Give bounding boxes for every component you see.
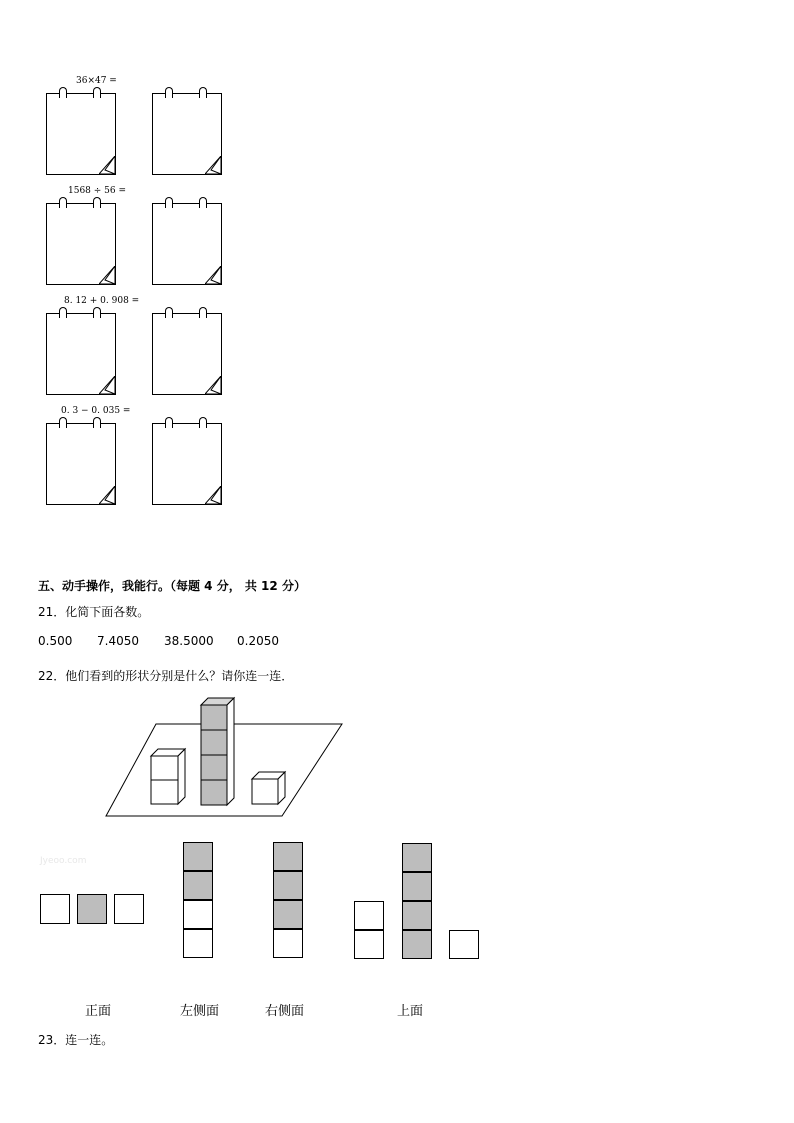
- view-label-right: 右侧面: [265, 1004, 305, 1019]
- page-curl-icon: [99, 156, 115, 174]
- square: [402, 930, 432, 959]
- square: [40, 894, 70, 924]
- gray-cube-tower: [201, 698, 234, 805]
- watermark: Jyeoo.com: [40, 856, 87, 866]
- square: [354, 930, 384, 959]
- check-pad: [152, 203, 222, 285]
- square: [183, 929, 213, 958]
- square: [273, 842, 303, 871]
- white-cube-stack: [151, 749, 185, 804]
- ring-icon: [199, 307, 207, 318]
- square: [183, 900, 213, 929]
- expression-1: 36×47 =: [76, 76, 117, 86]
- view-label-top: 上面: [397, 1004, 424, 1019]
- ring-icon: [93, 197, 101, 208]
- ring-icon: [93, 417, 101, 428]
- square: [273, 871, 303, 900]
- square: [273, 929, 303, 958]
- view-label-left: 左侧面: [180, 1004, 220, 1019]
- square: [77, 894, 107, 924]
- square: [273, 900, 303, 929]
- question-22-label: 22．他们看到的形状分别是什么？请你连一连．: [38, 669, 294, 683]
- q21-number: 0.2050: [237, 634, 279, 648]
- expression-2: 1568 ÷ 56 =: [68, 186, 127, 196]
- ring-icon: [165, 197, 173, 208]
- page-curl-icon: [99, 266, 115, 284]
- question-21-label: 21．化简下面各数。: [38, 605, 150, 619]
- ring-icon: [165, 307, 173, 318]
- ring-icon: [59, 307, 67, 318]
- ring-icon: [93, 87, 101, 98]
- view-label-front: 正面: [85, 1004, 112, 1019]
- square: [402, 901, 432, 930]
- ring-icon: [165, 417, 173, 428]
- check-pad: [152, 313, 222, 395]
- calc-pad: [46, 93, 116, 175]
- cube-arrangement-figure: [100, 694, 350, 820]
- ring-icon: [199, 417, 207, 428]
- square: [114, 894, 144, 924]
- square: [354, 901, 384, 930]
- q21-number: 0.500: [38, 634, 73, 648]
- ring-icon: [199, 197, 207, 208]
- calc-pad: [46, 313, 116, 395]
- ring-icon: [199, 87, 207, 98]
- square: [402, 872, 432, 901]
- square: [183, 842, 213, 871]
- calc-pad: [46, 423, 116, 505]
- page-curl-icon: [205, 486, 221, 504]
- check-pad: [152, 423, 222, 505]
- page-curl-icon: [205, 156, 221, 174]
- ring-icon: [165, 87, 173, 98]
- page-curl-icon: [99, 486, 115, 504]
- expression-4: 0. 3 − 0. 035 =: [61, 406, 131, 416]
- ring-icon: [59, 197, 67, 208]
- ring-icon: [59, 417, 67, 428]
- square: [402, 843, 432, 872]
- calc-pad: [46, 203, 116, 285]
- square: [183, 871, 213, 900]
- q21-number: 7.4050: [97, 634, 139, 648]
- square: [449, 930, 479, 959]
- page-curl-icon: [205, 376, 221, 394]
- ring-icon: [93, 307, 101, 318]
- single-white-cube: [252, 772, 285, 804]
- section-title: 五、动手操作，我能行。（每题 4 分， 共 12 分）: [38, 579, 306, 593]
- ring-icon: [59, 87, 67, 98]
- question-23-label: 23．连一连。: [38, 1033, 114, 1047]
- page-curl-icon: [205, 266, 221, 284]
- expression-3: 8. 12 + 0. 908 =: [64, 296, 140, 306]
- q21-number: 38.5000: [164, 634, 214, 648]
- check-pad: [152, 93, 222, 175]
- page-curl-icon: [99, 376, 115, 394]
